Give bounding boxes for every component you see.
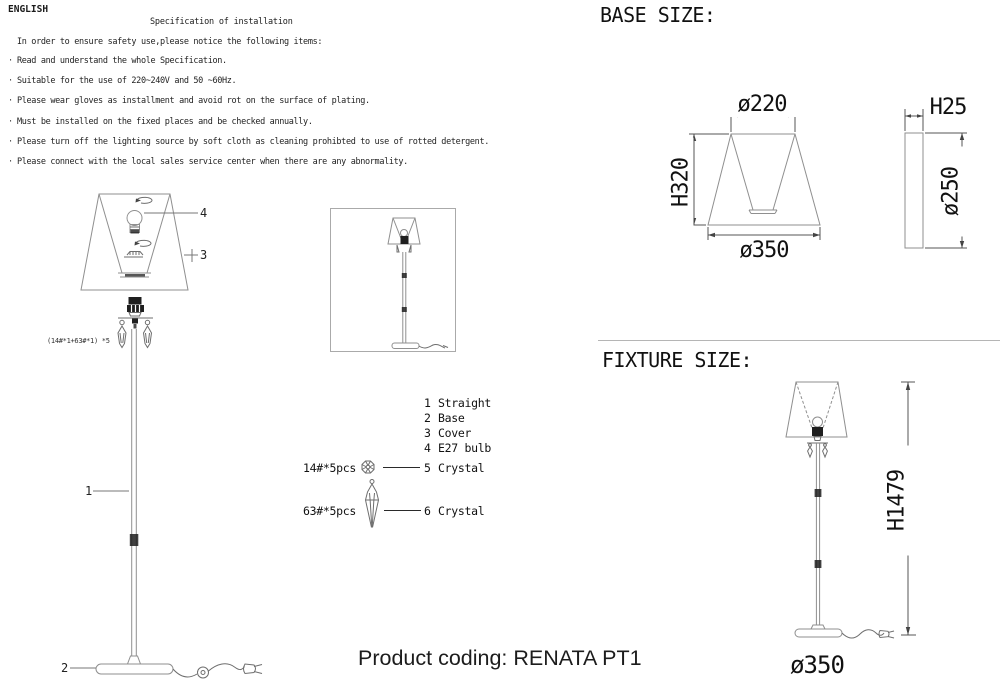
part-number: 5 (424, 461, 431, 475)
part-label: Base (438, 411, 465, 425)
octagon-crystal-icon (361, 460, 375, 474)
callout-1-label: 1 (85, 484, 93, 498)
leader-line (383, 467, 420, 468)
fixture-size-title: FIXTURE SIZE: (602, 348, 753, 372)
part-number: 2 (424, 411, 431, 425)
parts-list-item (424, 411, 465, 425)
part-label: Straight (438, 396, 491, 410)
parts-list-item (424, 461, 484, 475)
callout-lines (70, 213, 198, 668)
part-number: 4 (424, 441, 431, 455)
section-divider (598, 340, 1000, 341)
bullet-glyph: · (8, 76, 13, 86)
main-lamp-diagram (40, 190, 275, 690)
pole-drawing (128, 329, 141, 664)
callout-4-label: 4 (200, 206, 208, 220)
instruction-item (8, 117, 313, 127)
rotate-arrow-icon (136, 197, 152, 203)
crystal5-qty-label: 14#*5pcs (303, 461, 356, 475)
plug-icon (244, 664, 263, 674)
part-number: 1 (424, 396, 431, 410)
intro-line: In order to ensure safety use,please notice the following items: (17, 37, 323, 47)
part-label: E27 bulb (438, 441, 491, 455)
rotate-arrow-icon (135, 240, 151, 246)
power-cord-drawing (173, 664, 262, 678)
drop-crystal-icon (363, 479, 381, 529)
instruction-text: Suitable for the use of 220~240V and 50 ~60Hz. (17, 76, 237, 86)
bullet-glyph: · (8, 56, 13, 66)
thumbnail-lamp-diagram (330, 208, 456, 352)
dim-top-diameter: ø220 (722, 92, 802, 117)
part-number: 3 (424, 426, 431, 440)
part-number: 6 (424, 504, 431, 518)
dim-shade-height: H320 (669, 138, 694, 228)
dim-base-height: H25 (926, 95, 970, 120)
instruction-item (8, 56, 227, 66)
instruction-text: Must be installed on the fixed places and be checked annually. (17, 117, 313, 127)
part-label: Cover (438, 426, 472, 440)
instruction-item (8, 157, 408, 167)
parts-list-item (424, 441, 491, 455)
parts-list-item (424, 504, 484, 518)
page-title: Specification of installation (150, 17, 293, 27)
leader-line (384, 510, 421, 511)
instruction-text: Please turn off the lighting source by soft cloth as cleaning prohibted to use of rotted detergent. (17, 137, 489, 147)
product-coding: Product coding: RENATA PT1 (358, 646, 642, 670)
base-size-title: BASE SIZE: (600, 3, 716, 27)
base-drawing (96, 664, 173, 674)
instruction-text: Read and understand the whole Specification. (17, 56, 227, 66)
bullet-glyph: · (8, 117, 13, 127)
dim-bottom-diameter: ø350 (724, 238, 804, 263)
callout-3-label: 3 (200, 248, 208, 262)
dim-fixture-height: H1479 (885, 446, 910, 556)
crystal-count-note: (14#*1+63#*1) *5 (47, 337, 110, 345)
socket-cap-icon (124, 252, 143, 258)
part-label: Crystal (438, 504, 485, 518)
parts-list-item (424, 426, 471, 440)
language-label: ENGLISH (8, 4, 49, 15)
callout-2-label: 2 (61, 661, 69, 675)
bullet-glyph: · (8, 96, 13, 106)
instruction-item (8, 76, 236, 86)
dim-fixture-base-diameter: ø350 (777, 651, 857, 679)
crystal6-qty-label: 63#*5pcs (303, 504, 356, 518)
lampshade-drawing (81, 194, 188, 290)
instruction-item (8, 137, 489, 147)
instruction-item (8, 96, 370, 106)
dim-base-diameter: ø250 (939, 147, 964, 237)
bullet-glyph: · (8, 137, 13, 147)
bullet-glyph: · (8, 157, 13, 167)
instruction-text: Please connect with the local sales service center when there are any abnormality. (17, 157, 408, 167)
part-label: Crystal (438, 461, 485, 475)
parts-list-item (424, 396, 491, 410)
bulb-icon (127, 211, 142, 234)
instruction-text: Please wear gloves as installment and avoid rot on the surface of plating. (17, 96, 370, 106)
